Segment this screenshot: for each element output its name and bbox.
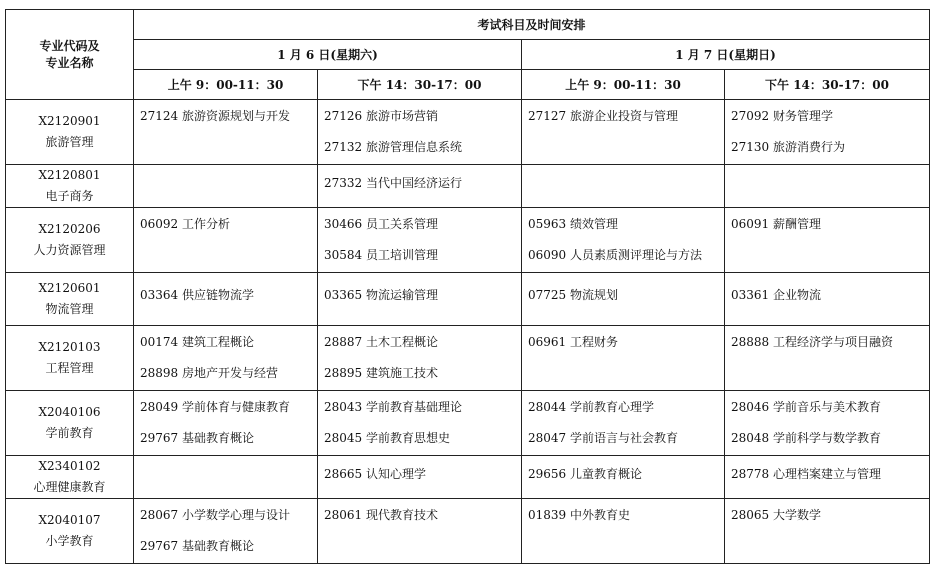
exam-schedule-table [5, 9, 930, 564]
course-entry: 03364 供应链物流学 [140, 288, 254, 302]
slot-header-day2-afternoon: 下午 14：30-17：00 [725, 70, 930, 100]
course-entry: 27124 旅游资源规划与开发 [140, 109, 290, 123]
major-name: 小学教育 [45, 534, 94, 548]
slot-cell-day2-afternoon [725, 326, 930, 391]
major-name: 学前教育 [45, 426, 94, 440]
slot-cell-day1-morning [134, 499, 318, 564]
slot-cell-day1-afternoon [318, 456, 522, 499]
slot-cell-day1-morning [134, 273, 318, 326]
major-cell [6, 326, 134, 391]
slot-header-day1-morning: 上午 9：00-11：30 [134, 70, 318, 100]
slot-cell-day2-afternoon [725, 456, 930, 499]
table-row [6, 499, 930, 564]
slot-cell-day2-morning [522, 100, 725, 165]
course-entry: 00174 建筑工程概论 [140, 335, 254, 349]
course-entry: 03365 物流运输管理 [324, 288, 438, 302]
course-entry: 06090 人员素质测评理论与方法 [528, 248, 702, 262]
slot-cell-day1-afternoon [318, 208, 522, 273]
course-entry: 05963 绩效管理 [528, 217, 618, 231]
major-name: 心理健康教育 [33, 480, 106, 494]
major-cell [6, 273, 134, 326]
course-entry: 27132 旅游管理信息系统 [324, 140, 462, 154]
day-header-2: 1 月 7 日(星期日) [522, 40, 930, 70]
course-entry: 28887 土木工程概论 [324, 335, 438, 349]
slot-cell-day2-afternoon [725, 499, 930, 564]
course-entry: 28046 学前音乐与美术教育 [731, 400, 881, 414]
major-name: 电子商务 [45, 189, 94, 203]
course-entry: 29767 基础教育概论 [140, 431, 254, 445]
course-entry: 28047 学前语言与社会教育 [528, 431, 678, 445]
major-name: 旅游管理 [45, 135, 94, 149]
slot-cell-day1-morning [134, 165, 318, 208]
course-entry: 28049 学前体育与健康教育 [140, 400, 290, 414]
slot-cell-day2-afternoon [725, 208, 930, 273]
course-entry: 27126 旅游市场营销 [324, 109, 438, 123]
slot-cell-day2-morning [522, 165, 725, 208]
slot-cell-day2-morning [522, 273, 725, 326]
course-entry: 28065 大学数学 [731, 508, 821, 522]
course-entry: 28898 房地产开发与经营 [140, 366, 278, 380]
table-row [6, 208, 930, 273]
course-entry: 01839 中外教育史 [528, 508, 630, 522]
table-header [6, 10, 930, 100]
course-entry: 06092 工作分析 [140, 217, 230, 231]
major-cell [6, 165, 134, 208]
slot-cell-day2-morning [522, 456, 725, 499]
major-code: X2120901 [38, 114, 101, 128]
schedule-title: 考试科目及时间安排 [134, 10, 930, 40]
slot-cell-day1-afternoon [318, 499, 522, 564]
slot-cell-day2-afternoon [725, 165, 930, 208]
table-row [6, 391, 930, 456]
table-row [6, 165, 930, 208]
course-entry: 27332 当代中国经济运行 [324, 176, 462, 190]
slot-cell-day1-morning [134, 391, 318, 456]
course-entry: 28888 工程经济学与项目融资 [731, 335, 893, 349]
day-header-1: 1 月 6 日(星期六) [134, 40, 522, 70]
major-code: X2120601 [38, 281, 101, 295]
course-entry: 30466 员工关系管理 [324, 217, 438, 231]
course-entry: 29656 儿童教育概论 [528, 467, 642, 481]
slot-cell-day1-afternoon [318, 165, 522, 208]
course-entry: 28044 学前教育心理学 [528, 400, 654, 414]
course-entry: 06961 工程财务 [528, 335, 618, 349]
course-entry: 28048 学前科学与数学教育 [731, 431, 881, 445]
major-cell [6, 456, 134, 499]
slot-cell-day2-afternoon [725, 391, 930, 456]
major-column-header: 专业代码及 专业名称 [6, 10, 134, 100]
slot-cell-day1-morning [134, 456, 318, 499]
course-entry: 28067 小学数学心理与设计 [140, 508, 290, 522]
slot-cell-day2-morning [522, 391, 725, 456]
major-cell [6, 499, 134, 564]
course-entry: 28895 建筑施工技术 [324, 366, 438, 380]
course-entry: 28665 认知心理学 [324, 467, 426, 481]
table-row [6, 273, 930, 326]
table-row [6, 456, 930, 499]
major-name: 物流管理 [45, 302, 94, 316]
slot-cell-day1-afternoon [318, 273, 522, 326]
course-entry: 07725 物流规划 [528, 288, 618, 302]
major-cell [6, 391, 134, 456]
slot-cell-day1-morning [134, 208, 318, 273]
slot-cell-day2-afternoon [725, 100, 930, 165]
major-code: X2340102 [38, 459, 101, 473]
table-body [6, 100, 930, 564]
course-entry: 27130 旅游消费行为 [731, 140, 845, 154]
table-row [6, 326, 930, 391]
slot-cell-day1-afternoon [318, 326, 522, 391]
slot-cell-day2-morning [522, 326, 725, 391]
slot-header-day2-morning: 上午 9：00-11：30 [522, 70, 725, 100]
course-entry: 30584 员工培训管理 [324, 248, 438, 262]
course-entry: 27092 财务管理学 [731, 109, 833, 123]
slot-header-day1-afternoon: 下午 14：30-17：00 [318, 70, 522, 100]
slot-cell-day1-afternoon [318, 100, 522, 165]
course-entry: 28045 学前教育思想史 [324, 431, 450, 445]
major-name: 人力资源管理 [33, 243, 106, 257]
course-entry: 29767 基础教育概论 [140, 539, 254, 553]
slot-cell-day2-morning [522, 208, 725, 273]
major-code: X2120206 [38, 222, 101, 236]
slot-cell-day2-afternoon [725, 273, 930, 326]
course-entry: 06091 薪酬管理 [731, 217, 821, 231]
course-entry: 28061 现代教育技术 [324, 508, 438, 522]
major-cell [6, 100, 134, 165]
major-code: X2120801 [38, 168, 101, 182]
table-row [6, 100, 930, 165]
course-entry: 27127 旅游企业投资与管理 [528, 109, 678, 123]
slot-cell-day1-morning [134, 100, 318, 165]
course-entry: 03361 企业物流 [731, 288, 821, 302]
course-entry: 28778 心理档案建立与管理 [731, 467, 881, 481]
major-code: X2040107 [38, 513, 101, 527]
slot-cell-day2-morning [522, 499, 725, 564]
slot-cell-day1-afternoon [318, 391, 522, 456]
slot-cell-day1-morning [134, 326, 318, 391]
course-entry: 28043 学前教育基础理论 [324, 400, 462, 414]
major-code: X2040106 [38, 405, 101, 419]
major-cell [6, 208, 134, 273]
major-code: X2120103 [38, 340, 101, 354]
major-name: 工程管理 [45, 361, 94, 375]
